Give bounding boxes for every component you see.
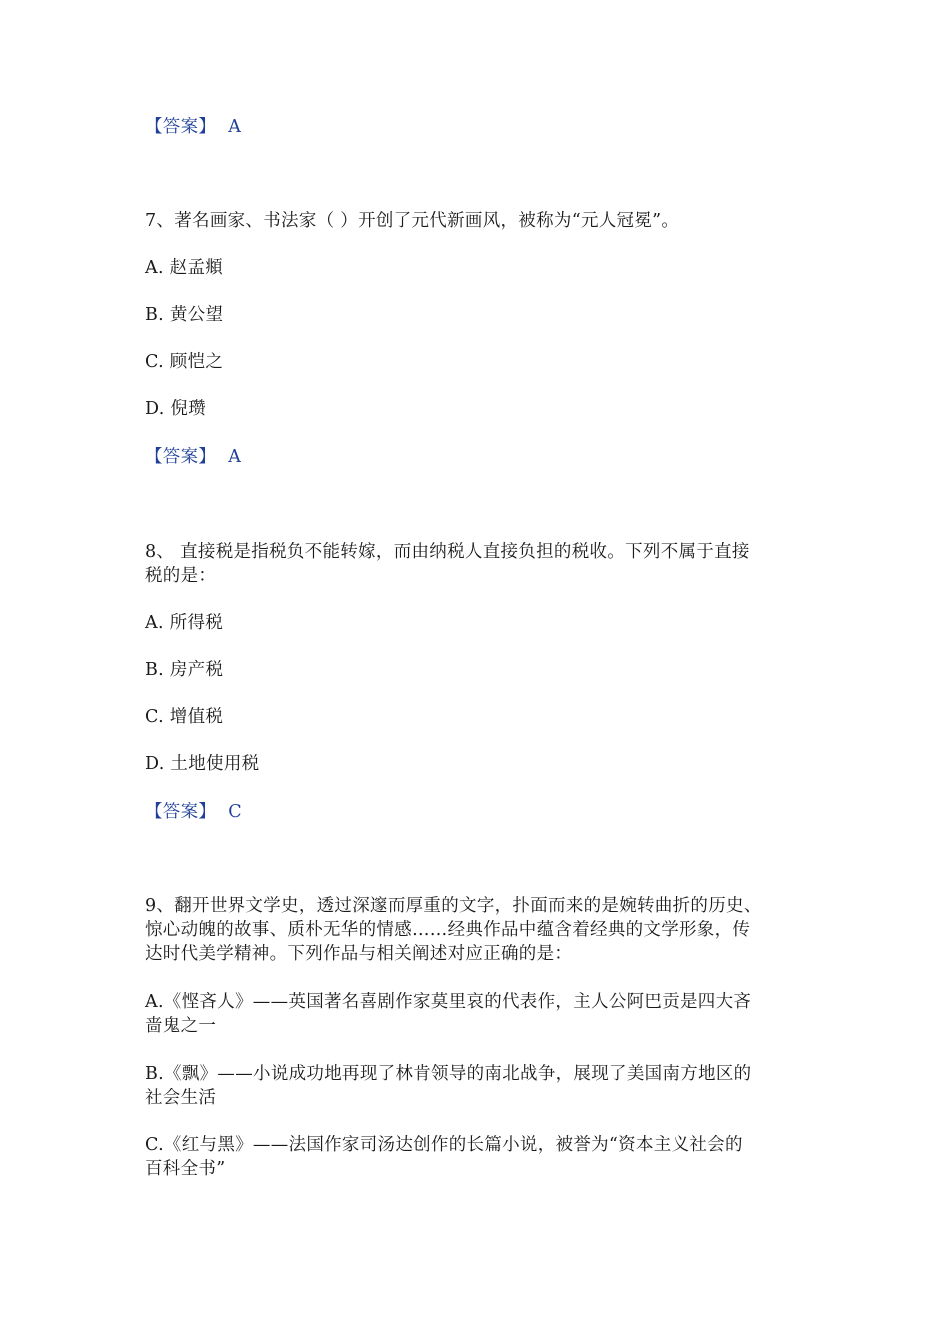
question-8-option-b: B. 房产税 xyxy=(145,660,224,680)
question-7-stem: 7、著名画家、书法家（ ）开创了元代新画风，被称为“元人冠冕”。 xyxy=(145,211,680,231)
question-8-option-c: C. 增值税 xyxy=(145,707,224,727)
answer-label: 【答案】 xyxy=(145,117,217,137)
question-8-stem-line-1: 8、 直接税是指税负不能转嫁，而由纳税人直接负担的税收。下列不属于直接 xyxy=(145,542,750,562)
answer-label: 【答案】 xyxy=(145,447,217,467)
question-7-option-a: A. 赵孟頫 xyxy=(145,258,224,278)
answer-value: A xyxy=(228,447,242,467)
question-9-option-a-line-2: 啬鬼之一 xyxy=(145,1016,217,1036)
question-9-option-b-line-1: B.《飘》——小说成功地再现了林肯领导的南北战争，展现了美国南方地区的 xyxy=(145,1064,752,1084)
question-9-option-b-line-2: 社会生活 xyxy=(145,1088,217,1108)
answer-label: 【答案】 xyxy=(145,802,217,822)
answer-value: C xyxy=(228,802,242,822)
question-7-option-d: D. 倪瓒 xyxy=(145,399,207,419)
answer-line-q8 xyxy=(145,800,242,824)
question-9-option-c-line-1: C.《红与黑》——法国作家司汤达创作的长篇小说，被誉为“资本主义社会的 xyxy=(145,1135,743,1155)
question-9-option-a-line-1: A.《悭吝人》——英国著名喜剧作家莫里哀的代表作，主人公阿巴贡是四大吝 xyxy=(145,992,752,1012)
answer-line-q7 xyxy=(145,445,241,469)
question-8-stem-line-2: 税的是： xyxy=(145,566,217,586)
answer-line-q6 xyxy=(145,115,241,139)
question-9-stem-line-3: 达时代美学精神。下列作品与相关阐述对应正确的是： xyxy=(145,944,573,964)
question-9-stem-line-2: 惊心动魄的故事、质朴无华的情感……经典作品中蕴含着经典的文学形象，传 xyxy=(145,920,751,940)
answer-value: A xyxy=(228,117,242,137)
question-7-option-c: C. 顾恺之 xyxy=(145,352,224,372)
question-8-option-d: D. 土地使用税 xyxy=(145,754,260,774)
question-9-option-c-line-2: 百科全书” xyxy=(145,1159,226,1179)
question-9-stem-line-1: 9、翻开世界文学史，透过深邃而厚重的文字，扑面而来的是婉转曲折的历史、 xyxy=(145,896,762,916)
question-7-option-b: B. 黄公望 xyxy=(145,305,224,325)
question-8-option-a: A. 所得税 xyxy=(145,613,224,633)
